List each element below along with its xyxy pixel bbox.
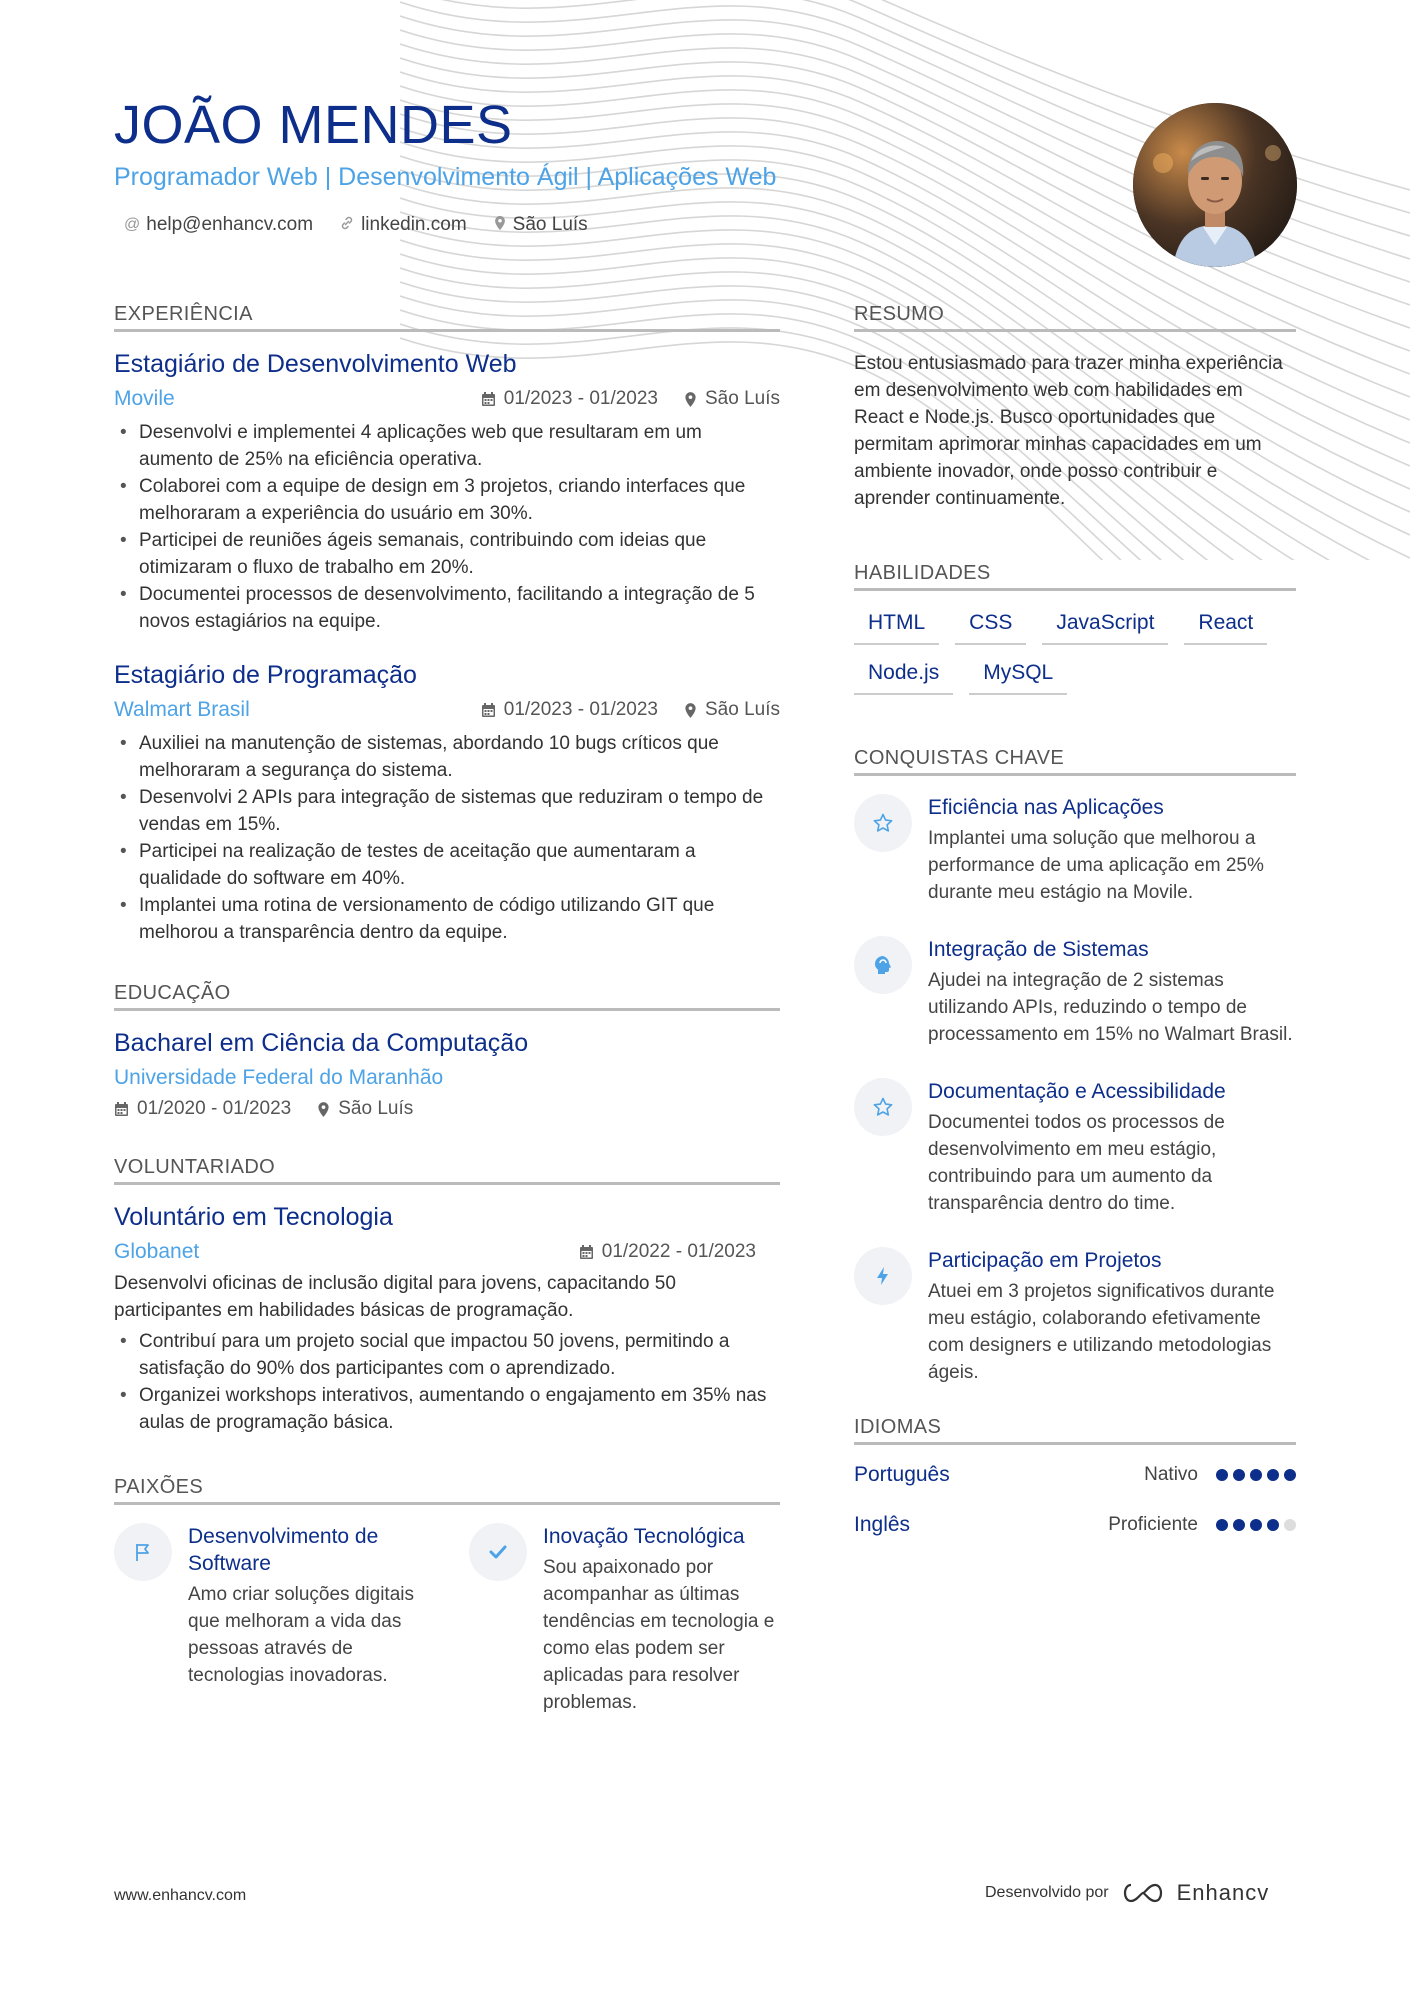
language-name: Português xyxy=(854,1463,950,1486)
rating-dot xyxy=(1267,1469,1279,1481)
volunteer-bullet: • Organizei workshops interativos, aumentando o engajamento em 35% nas aulas de programação básica. xyxy=(114,1382,780,1436)
job-location xyxy=(684,699,780,721)
volunteer-org: Globanet xyxy=(114,1240,200,1263)
language-level-group xyxy=(1108,1514,1296,1536)
skill-tag: HTML xyxy=(854,609,939,645)
achievement-description: Implantei uma solução que melhorou a performance de uma aplicação em 25% durante meu estágio na Movile. xyxy=(928,828,1264,903)
summary-section xyxy=(854,303,1296,512)
language-item xyxy=(854,1513,1296,1537)
volunteer-description: Desenvolvi oficinas de inclusão digital para jovens, capacitando 50 participantes em habilidades básicas de programação. xyxy=(114,1273,676,1321)
skill-list xyxy=(854,609,1296,695)
job-dates-text: 01/2023 - 01/2023 xyxy=(503,388,658,409)
summary-text: Estou entusiasmado para trazer minha experiência em desenvolvimento web com habilidades em React e Node.js. Busco oportunidades que permitam aprimorar minhas capacidades em um ambiente inovador, onde posso contribuir e aprender continuamente. xyxy=(854,353,1283,509)
job-meta xyxy=(481,699,780,721)
section-title-volunteer: VOLUNTARIADO xyxy=(114,1156,780,1185)
passion-list xyxy=(114,1523,780,1716)
star-icon xyxy=(854,1078,912,1136)
job-location-text: São Luís xyxy=(705,388,780,409)
job-entry xyxy=(114,661,780,946)
languages-section xyxy=(854,1416,1296,1537)
passion-content xyxy=(188,1523,425,1716)
achievement-title: Documentação e Acessibilidade xyxy=(928,1080,1226,1103)
achievement-content xyxy=(928,794,1296,906)
brain-icon xyxy=(854,936,912,994)
job-dates xyxy=(481,699,658,721)
job-bullets xyxy=(114,730,780,946)
achievements-section xyxy=(854,747,1296,1386)
job-bullet: • Auxiliei na manutenção de sistemas, abordando 10 bugs críticos que melhoraram a segurança do sistema. xyxy=(114,730,780,784)
section-title-education: EDUCAÇÃO xyxy=(114,982,780,1011)
flag-icon xyxy=(114,1523,172,1581)
passion-description: Sou apaixonado por acompanhar as últimas tendências em tecnologia e como elas podem ser aplicadas para resolver problemas. xyxy=(543,1557,775,1713)
achievement-item xyxy=(854,1247,1296,1386)
candidate-name: JOÃO MENDES xyxy=(114,95,513,155)
calendar-icon xyxy=(114,1101,129,1117)
achievement-item xyxy=(854,1078,1296,1217)
job-bullet: • Participei na realização de testes de aceitação que aumentaram a qualidade do software em 40%. xyxy=(114,838,780,892)
rating-dot xyxy=(1216,1469,1228,1481)
job-location-text: São Luís xyxy=(705,699,780,720)
profile-photo xyxy=(1133,103,1297,267)
achievement-content xyxy=(928,936,1296,1048)
job-list xyxy=(114,350,780,946)
job-meta xyxy=(481,388,780,410)
location-pin-icon xyxy=(493,215,507,236)
contact-location xyxy=(493,214,588,236)
job-bullet: • Documentei processos de desenvolvimento, facilitando a integração de 5 novos estagiários na equipe. xyxy=(114,581,780,635)
section-title-languages: IDIOMAS xyxy=(854,1416,1296,1445)
language-item xyxy=(854,1463,1296,1487)
contact-email[interactable] xyxy=(124,214,313,236)
bolt-icon xyxy=(854,1247,912,1305)
rating-dot xyxy=(1216,1519,1228,1531)
job-bullet: • Desenvolvi e implementei 4 aplicações web que resultaram em um aumento de 25% na eficiência operativa. xyxy=(114,419,780,473)
volunteer-bullet: • Contribuí para um projeto social que impactou 50 jovens, permitindo a satisfação do 90% dos participantes com o aprendizado. xyxy=(114,1328,780,1382)
education-dates-text: 01/2020 - 01/2023 xyxy=(137,1098,292,1119)
passion-description: Amo criar soluções digitais que melhoram a vida das pessoas através de tecnologias inovadoras. xyxy=(188,1584,414,1686)
volunteer-rowline xyxy=(114,1240,780,1264)
rating-dot xyxy=(1250,1469,1262,1481)
achievement-content xyxy=(928,1247,1296,1386)
section-title-skills: HABILIDADES xyxy=(854,562,1296,591)
location-pin-icon xyxy=(684,391,697,408)
achievement-item xyxy=(854,794,1296,906)
email-text: help@enhancv.com xyxy=(146,214,314,236)
right-column xyxy=(854,303,1296,1563)
job-dates xyxy=(481,388,658,410)
passion-content xyxy=(543,1523,780,1716)
language-level-group xyxy=(1144,1464,1296,1486)
calendar-icon xyxy=(481,391,496,407)
achievement-description: Atuei em 3 projetos significativos durante meu estágio, colaborando efetivamente com designers e utilizando metodologias ágeis. xyxy=(928,1281,1275,1383)
section-title-experience: EXPERIÊNCIA xyxy=(114,303,780,332)
skill-tag: MySQL xyxy=(969,659,1067,695)
contact-linkedin[interactable] xyxy=(339,214,467,236)
achievement-title: Participação em Projetos xyxy=(928,1249,1162,1272)
check-icon xyxy=(469,1523,527,1581)
language-rating xyxy=(1216,1519,1296,1531)
job-role: Estagiário de Desenvolvimento Web xyxy=(114,350,517,378)
passion-title: Inovação Tecnológica xyxy=(543,1525,745,1548)
job-bullets xyxy=(114,419,780,635)
job-rowline xyxy=(114,698,780,722)
section-title-achievements: CONQUISTAS CHAVE xyxy=(854,747,1296,776)
education-location-text: São Luís xyxy=(338,1098,414,1119)
skills-section xyxy=(854,562,1296,695)
job-bullet: • Colaborei com a equipe de design em 3 projetos, criando interfaces que melhoraram a experiência do usuário em 30%. xyxy=(114,473,780,527)
achievement-description: Ajudei na integração de 2 sistemas utilizando APIs, reduzindo o tempo de processamento em 15% no Walmart Brasil. xyxy=(928,970,1293,1045)
language-list xyxy=(854,1463,1296,1537)
language-name: Inglês xyxy=(854,1513,911,1536)
section-title-summary: RESUMO xyxy=(854,303,1296,332)
contact-list xyxy=(124,214,1014,236)
language-rating xyxy=(1216,1469,1296,1481)
job-rowline xyxy=(114,387,780,411)
rating-dot xyxy=(1284,1519,1296,1531)
footer-brand: Enhancv xyxy=(1176,1880,1270,1905)
footer-branding xyxy=(985,1880,1269,1906)
language-level: Nativo xyxy=(1144,1464,1198,1485)
job-dates-text: 01/2023 - 01/2023 xyxy=(503,699,658,720)
passion-item xyxy=(469,1523,780,1716)
education-meta xyxy=(114,1098,780,1120)
volunteer-dates xyxy=(579,1241,756,1263)
enhancv-logo-icon xyxy=(1121,1881,1165,1905)
passion-item xyxy=(114,1523,425,1716)
achievement-title: Integração de Sistemas xyxy=(928,938,1149,961)
resume-header xyxy=(114,96,1014,236)
skill-tag: JavaScript xyxy=(1042,609,1168,645)
linkedin-text: linkedin.com xyxy=(361,214,467,236)
location-text: São Luís xyxy=(512,214,588,236)
star-icon xyxy=(854,794,912,852)
passions-section xyxy=(114,1476,780,1716)
rating-dot xyxy=(1250,1519,1262,1531)
location-pin-icon xyxy=(317,1101,330,1118)
calendar-icon xyxy=(579,1244,594,1260)
job-location xyxy=(684,388,780,410)
achievement-list xyxy=(854,794,1296,1386)
passion-title: Desenvolvimento de Software xyxy=(188,1525,379,1575)
achievement-item xyxy=(854,936,1296,1048)
achievement-description: Documentei todos os processos de desenvolvimento em meu estágio, contribuindo para um aumento da transparência dentro do time. xyxy=(928,1112,1225,1214)
rating-dot xyxy=(1233,1519,1245,1531)
achievement-title: Eficiência nas Aplicações xyxy=(928,796,1164,819)
volunteer-role: Voluntário em Tecnologia xyxy=(114,1203,393,1231)
job-bullet: • Implantei uma rotina de versionamento de código utilizando GIT que melhorou a transparência dentro da equipe. xyxy=(114,892,780,946)
education-dates xyxy=(114,1098,291,1120)
footer-website[interactable]: www.enhancv.com xyxy=(114,1887,247,1904)
volunteer-section xyxy=(114,1156,780,1436)
volunteer-meta xyxy=(579,1241,756,1263)
job-role: Estagiário de Programação xyxy=(114,661,417,689)
education-location xyxy=(317,1098,413,1120)
skill-tag: React xyxy=(1184,609,1267,645)
calendar-icon xyxy=(481,702,496,718)
rating-dot xyxy=(1267,1519,1279,1531)
volunteer-dates-text: 01/2022 - 01/2023 xyxy=(601,1241,756,1262)
job-bullet: • Desenvolvi 2 APIs para integração de sistemas que reduziram o tempo de vendas em 15%. xyxy=(114,784,780,838)
location-pin-icon xyxy=(684,702,697,719)
volunteer-bullets xyxy=(114,1328,780,1436)
at-icon: @ xyxy=(124,216,141,234)
skill-tag: Node.js xyxy=(854,659,953,695)
language-level: Proficiente xyxy=(1108,1514,1198,1535)
rating-dot xyxy=(1233,1469,1245,1481)
job-entry xyxy=(114,350,780,635)
job-bullet: • Participei de reuniões ágeis semanais, contribuindo com ideias que otimizaram o fluxo de trabalho em 20%. xyxy=(114,527,780,581)
skill-tag: CSS xyxy=(955,609,1026,645)
rating-dot xyxy=(1284,1469,1296,1481)
section-title-passions: PAIXÕES xyxy=(114,1476,780,1505)
job-company: Walmart Brasil xyxy=(114,698,250,721)
link-icon xyxy=(339,215,355,236)
achievement-content xyxy=(928,1078,1296,1217)
footer-powered-text: Desenvolvido por xyxy=(985,1884,1109,1901)
education-degree: Bacharel em Ciência da Computação xyxy=(114,1029,529,1057)
candidate-headline: Programador Web | Desenvolvimento Ágil | Aplicações Web xyxy=(114,163,777,192)
job-company: Movile xyxy=(114,387,175,410)
education-section xyxy=(114,982,780,1120)
left-column xyxy=(114,303,780,1716)
education-school: Universidade Federal do Maranhão xyxy=(114,1066,444,1089)
experience-section xyxy=(114,303,780,946)
